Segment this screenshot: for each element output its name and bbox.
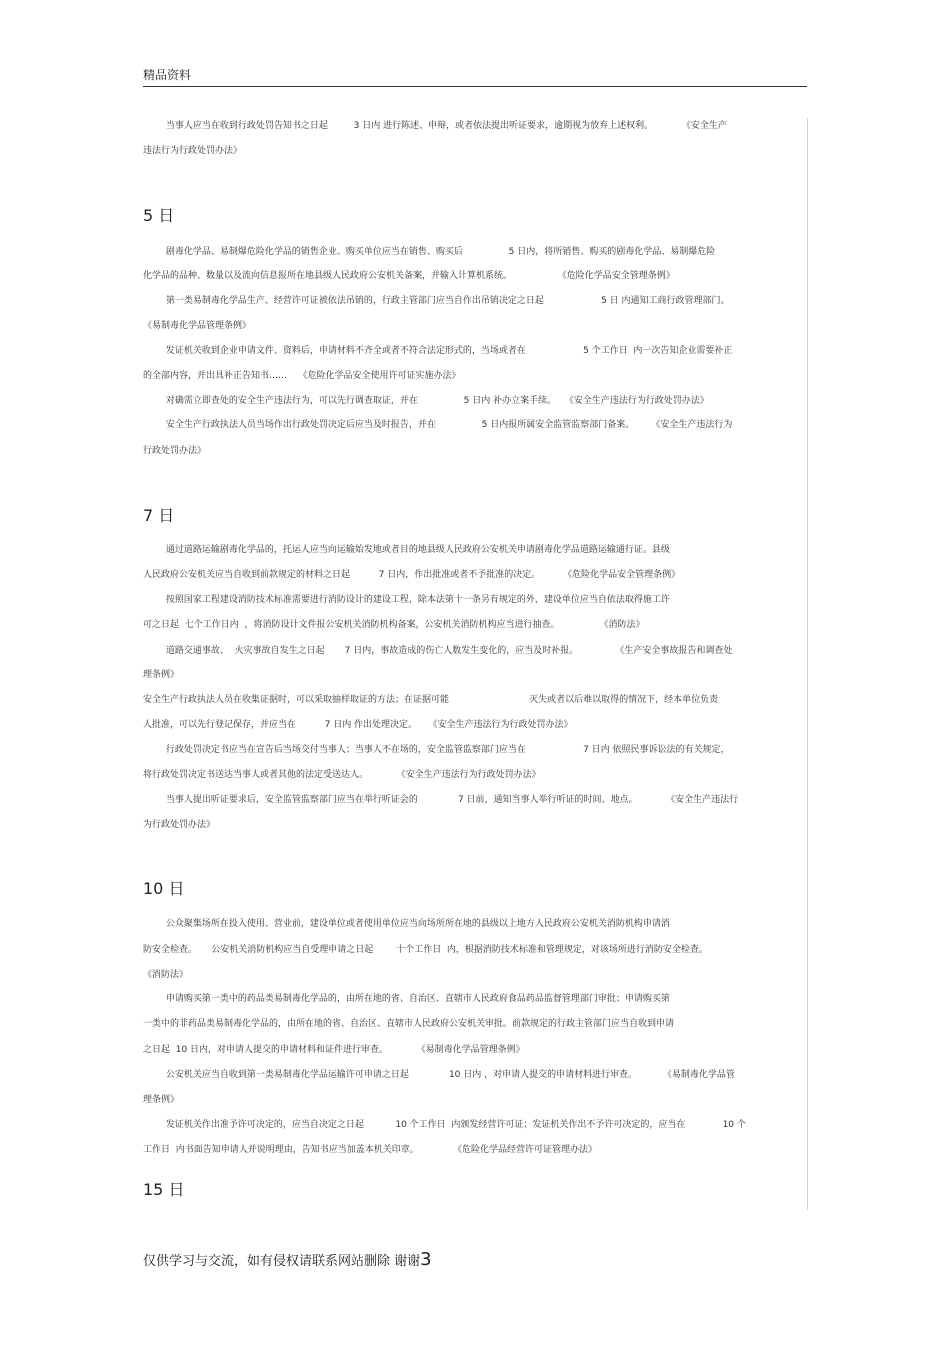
body-line: 对确需立即查处的安全生产违法行为，可以先行调查取证，并在 5 日内 补办立案手续。 《安全生产违法行为行政处罚办法》 xyxy=(143,396,709,406)
body-line: 之日起 10 日内，对申请人提交的申请材料和证件进行审查。 《易制毒化学品管理条例》 xyxy=(143,1045,525,1055)
footer-text: 仅供学习与交流，如有侵权请联系网站删除 谢谢 xyxy=(143,1254,421,1269)
body-line: 工作日 内书面告知申请人并说明理由，告知书应当加盖本机关印章。 《危险化学品经营许可证管理办法》 xyxy=(143,1145,598,1155)
page-header xyxy=(143,66,807,87)
section-heading: 7 日 xyxy=(143,506,175,525)
body-line: 将行政处罚决定书送达当事人或者其他的法定受送达人。 《安全生产违法行为行政处罚办法》 xyxy=(143,770,541,780)
body-line: 化学品的品种、数量以及流向信息报所在地县级人民政府公安机关备案，并输入计算机系统。 《危险化学品安全管理条例》 xyxy=(143,271,675,281)
body-line: 剧毒化学品、易制爆危险化学品的销售企业、购买单位应当在销售、购买后 5 日内，将所销售、购买的剧毒化学品、易制爆危险 xyxy=(143,247,716,257)
body-line: 通过道路运输剧毒化学品的，托运人应当向运输始发地或者目的地县级人民政府公安机关申请剧毒化学品道路运输通行证。县级 xyxy=(143,545,670,555)
page-footer xyxy=(143,1249,432,1270)
body-line: 发证机关收到企业申请文件、资料后，申请材料不齐全或者不符合法定形式的，当场或者在 5 个工作日 内一次告知企业需要补正 xyxy=(143,346,733,356)
body-line: 可之日起 七个工作日内 ，将消防设计文件报公安机关消防机构备案，公安机关消防机构应当进行抽查。 《消防法》 xyxy=(143,620,645,630)
body-line: 行政处罚决定书应当在宣告后当场交付当事人；当事人不在场的，安全监管监察部门应当在 7 日内 依照民事诉讼法的有关规定， xyxy=(143,745,730,755)
body-line: 为行政处罚办法》 xyxy=(143,820,216,830)
body-line: 道路交通事故、 火灾事故自发生之日起 7 日内，事故造成的伤亡人数发生变化的，应当及时补报。 《生产安全事故报告和调查处 xyxy=(143,646,733,656)
body-line: 安全生产行政执法人员当场作出行政处罚决定后应当及时报告，并在 5 日内报所属安全监管监察部门备案。 《安全生产违法行为 xyxy=(143,420,733,430)
header-title: 精品资料 xyxy=(143,68,192,82)
body-line: 违法行为行政处罚办法》 xyxy=(143,146,243,156)
body-line: 第一类易制毒化学品生产、经营许可证被依法吊销的，行政主管部门应当自作出吊销决定之日起 5 日 内通知工商行政管理部门。 xyxy=(143,296,730,306)
section-heading: 10 日 xyxy=(143,879,185,898)
body-line: 公众聚集场所在投入使用、营业前，建设单位或者使用单位应当向场所所在地的县级以上地方人民政府公安机关消防机构申请消 xyxy=(143,919,670,929)
section-heading: 5 日 xyxy=(143,206,175,225)
body-line: 当事人应当在收到行政处罚告知书之日起 3 日内 进行陈述、申辩，或者依法提出听证要求，逾期视为放弃上述权利。 《安全生产 xyxy=(143,121,727,131)
body-line: 当事人提出听证要求后，安全监管监察部门应当在举行听证会的 7 日前，通知当事人举行听证的时间、地点。 《安全生产违法行 xyxy=(143,795,739,805)
body-line: 一类中的非药品类易制毒化学品的，由所在地的省、自治区、直辖市人民政府公安机关审批。前款规定的行政主管部门应当自收到申请 xyxy=(143,1019,675,1029)
page-number: 3 xyxy=(420,1249,432,1270)
body-line: 《易制毒化学品管理条例》 xyxy=(143,321,252,331)
body-line: 人批准，可以先行登记保存，并应当在 7 日内 作出处理决定。 《安全生产违法行为行政处罚办法》 xyxy=(143,720,573,730)
body-line: 公安机关应当自收到第一类易制毒化学品运输许可申请之日起 10 日内 ，对申请人提交的申请材料进行审查。 《易制毒化学品管 xyxy=(143,1070,735,1080)
body-line: 按照国家工程建设消防技术标准需要进行消防设计的建设工程，除本法第十一条另有规定的外，建设单位应当自依法取得施工许 xyxy=(143,595,670,605)
body-line: 理条例》 xyxy=(143,1095,180,1105)
body-line: 行政处罚办法》 xyxy=(143,446,207,456)
body-line: 理条例》 xyxy=(143,670,180,680)
body-line: 的全部内容，并出具补正告知书…… 《危险化学品安全使用许可证实施办法》 xyxy=(143,371,461,381)
body-line: 发证机关作出准予许可决定的，应当自决定之日起 10 个工作日 内颁发经营许可证；发证机关作出不予许可决定的，应当在 10 个 xyxy=(143,1120,746,1130)
body-line: 人民政府公安机关应当自收到前款规定的材料之日起 7 日内，作出批准或者不予批准的决定。 《危险化学品安全管理条例》 xyxy=(143,570,681,580)
body-line: 《消防法》 xyxy=(143,970,189,980)
body-line: 安全生产行政执法人员在收集证据时，可以采取抽样取证的方法；在证据可能 灭失或者以后难以取得的情况下，经本单位负责 xyxy=(143,695,719,705)
body-line: 防安全检查。 公安机关消防机构应当自受理申请之日起 十个工作日 内，根据消防技术标准和管理规定，对该场所进行消防安全检查。 xyxy=(143,945,708,955)
section-heading: 15 日 xyxy=(143,1180,185,1199)
body-line: 申请购买第一类中的药品类易制毒化学品的，由所在地的省、自治区、直辖市人民政府食品药品监督管理部门审批；申请购买第 xyxy=(143,994,670,1004)
